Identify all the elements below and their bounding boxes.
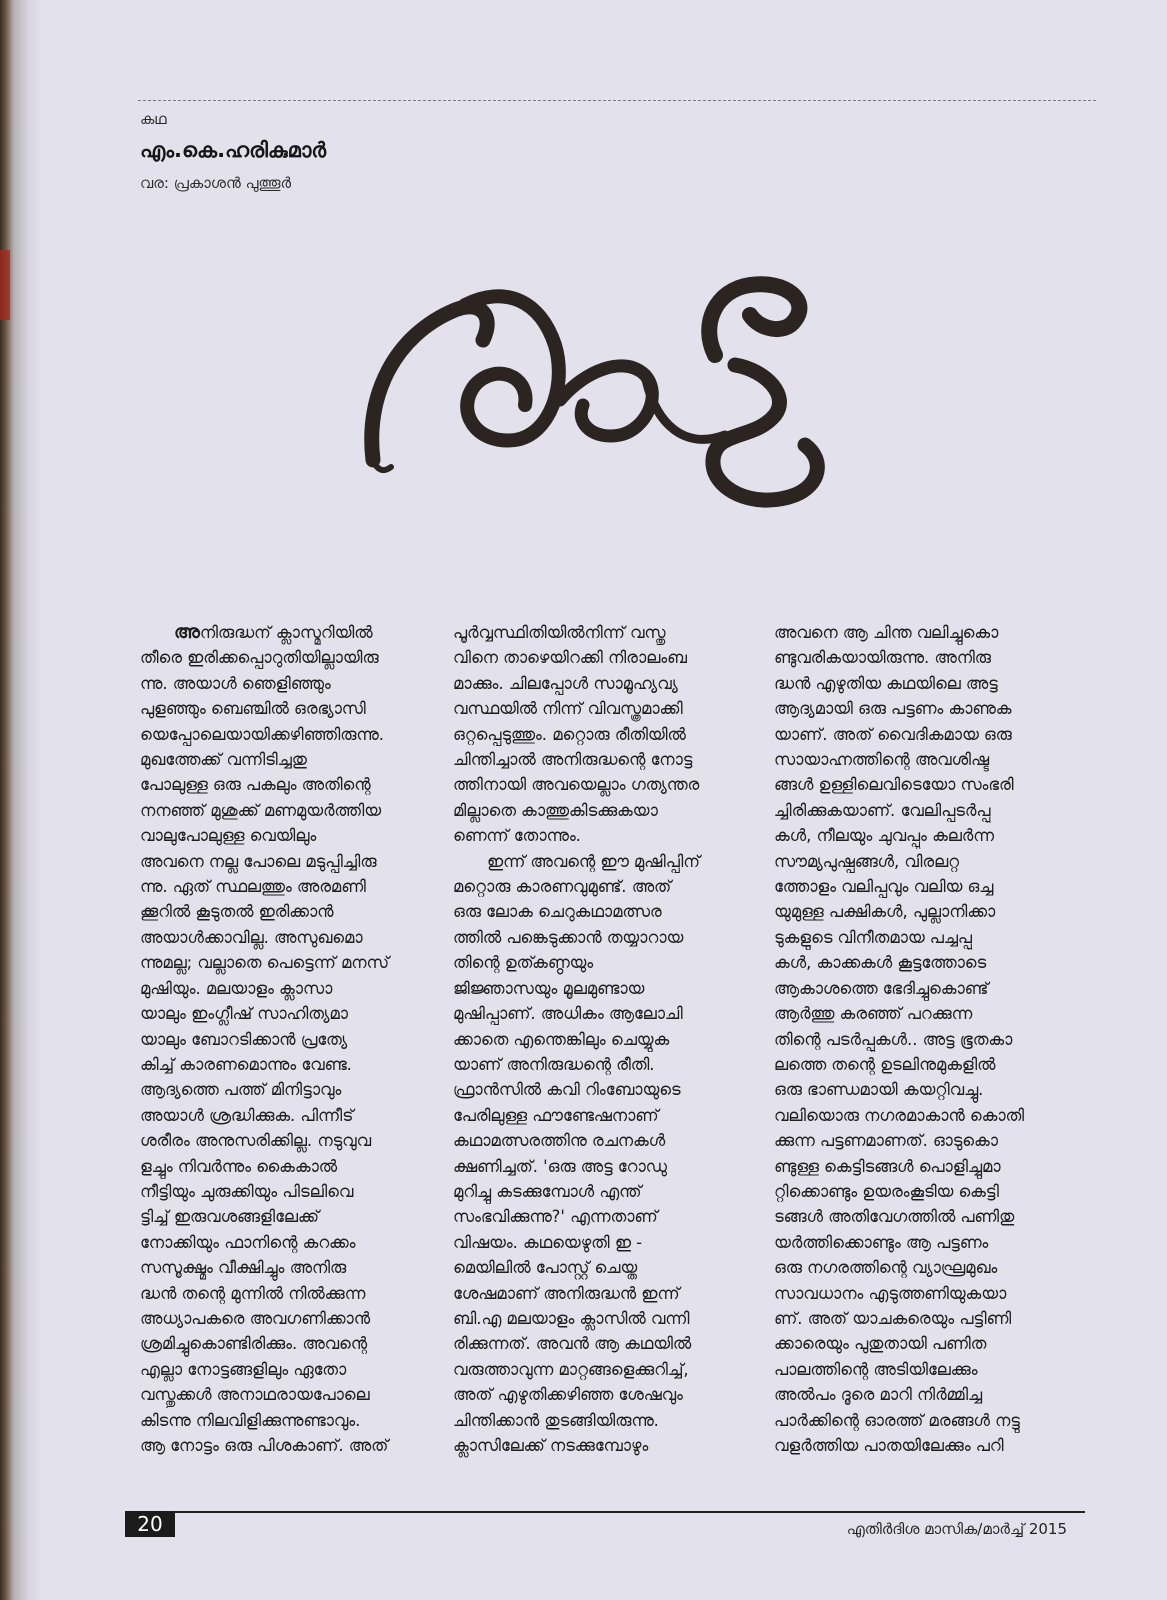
paragraph-line: ഒറ്റപ്പെടുത്തും. മറ്റൊരു രീതിയിൽ <box>453 724 686 744</box>
paragraph-line: ക്കൂറിൽ കൂടുതൽ ഇരിക്കാൻ <box>140 902 334 922</box>
paragraph-line: വരുത്താവുന്ന മാറ്റങ്ങളെക്കുറിച്ച്, <box>453 1359 689 1379</box>
paragraph-line: ബി.എ മലയാളം ക്ലാസിൽ വന്നി <box>453 1308 690 1328</box>
binding-edge-mark <box>0 250 10 320</box>
paragraph-line: അവനെ നല്ല പോലെ മടുപ്പിച്ചിരു <box>140 851 377 871</box>
paragraph-line: യാണ്. അത് വൈദികമായ ഒരു <box>774 724 1012 744</box>
paragraph-line: പാർക്കിന്റെ ഓരത്ത് മരങ്ങൾ നട്ടു <box>774 1410 1020 1430</box>
paragraph-line: റ്റിക്കൊണ്ടും ഉയരംകൂടിയ കെട്ടി <box>774 1181 999 1201</box>
paragraph-line: സസൂക്ഷ്മം വീക്ഷിച്ചും അനിരു <box>140 1258 347 1278</box>
drop-cap: അ <box>174 621 200 643</box>
paragraph-line: ജിജ്ഞാസയും മൂലമുണ്ടായ <box>453 978 645 998</box>
paragraph-line: യെപ്പോലെയായിക്കഴിഞ്ഞിരുന്നു. <box>140 724 384 744</box>
paragraph-line: ശേഷമാണ് അനിരുദ്ധൻ ഇന്ന് <box>453 1283 680 1303</box>
paragraph-line: അയാൾക്കാവില്ല. അസുഖമൊ <box>140 927 363 947</box>
title-calligraphy <box>355 275 835 525</box>
paragraph-line: മുഷിപ്പാണ്. അധികം ആലോചി <box>453 1004 683 1024</box>
paragraph-line: സായാഹ്നത്തിന്റെ അവശിഷ്ട <box>774 750 989 770</box>
paragraph-line: വിനെ താഴെയിറക്കി നിരാലംബ <box>453 648 687 668</box>
paragraph-line: വിഷയം. കഥയെഴുതി ഇ - <box>453 1232 643 1252</box>
paragraph-line: ണ്. അത് യാചകരെയും പട്ടിണി <box>774 1308 1012 1328</box>
paragraph-line: ച്ചിരിക്കുകയാണ്. വേലിപ്പടർപ്പു <box>774 800 991 820</box>
paragraph-line: പുളഞ്ഞും ബെഞ്ചിൽ ഒരഭ്യാസി <box>140 699 366 719</box>
author-name: എം.കെ.ഹരികുമാർ <box>140 138 327 162</box>
paragraph-line: ആ നോട്ടം ഒരു പിശകാണ്. അത് <box>140 1436 389 1455</box>
paragraph-line: ന്നു. ഏത് സ്ഥലത്തും അരമണി <box>140 877 366 897</box>
paragraph-line: ടങ്ങൾ അതിവേഗത്തിൽ പണിതു <box>774 1207 1015 1227</box>
paragraph-line: പേരിലുള്ള ഫൗണ്ടേഷനാണ് <box>453 1105 659 1125</box>
paragraph-line: ഒരു ഭാണ്ഡമായി കയറ്റിവച്ചു. <box>774 1080 984 1100</box>
paragraph-line: ത്തിൽ പങ്കെടുക്കാൻ തയ്യാറായ <box>453 927 684 947</box>
paragraph-line: ചിന്തിക്കാൻ തുടങ്ങിയിരുന്നു. <box>453 1410 659 1430</box>
paragraph-line: ഒരു ലോക ചെറുകഥാമത്സര <box>453 902 662 922</box>
magazine-footer: എതിർദിശ മാസിക/മാർച്ച് 2015 <box>846 1520 1067 1538</box>
paragraph-line: യർത്തിക്കൊണ്ടും ആ പട്ടണം <box>774 1232 989 1252</box>
paragraph-line: ക്കാരെയും പുതുതായി പണിത <box>774 1334 987 1354</box>
paragraph-line: അവനെ ആ ചിന്ത വലിച്ചുകൊ <box>774 623 999 642</box>
paragraph-line: തിന്റെ പടർപ്പുകൾ.. അട്ട ഭൂതകാ <box>774 1029 1013 1049</box>
paragraph-line: മുഷിയും. മലയാളം ക്ലാസാ <box>140 978 333 998</box>
paragraph-line: നീട്ടിയും ചുരുക്കിയും പിടലിവെ <box>140 1181 354 1201</box>
paragraph-line: ണെന്ന് തോന്നും. <box>453 826 581 846</box>
column-3 <box>774 620 1056 1458</box>
paragraph-line: മുഖത്തേക്ക് വന്നിടിച്ചതു <box>140 750 307 770</box>
paragraph-line: ക്ലാസിലേക്ക് നടക്കുമ്പോഴും <box>453 1436 649 1455</box>
paragraph-line: മില്ലാതെ കാത്തുകിടക്കുകയാ <box>453 800 658 820</box>
illustrator-credit: വര: പ്രകാശൻ പുത്തൂർ <box>140 174 292 192</box>
paragraph-line: സൗമ്യപുഷ്പങ്ങൾ, വിരലറ്റ <box>774 851 960 871</box>
paragraph-line: യുമുള്ള പക്ഷികൾ, പുല്ലാനിക്കാ <box>774 902 996 922</box>
paragraph-line: അൽപം ദൂരെ മാറി നിർമ്മിച്ച <box>774 1385 983 1405</box>
paragraph-line <box>140 620 422 645</box>
paragraph-line: അയാൾ ശ്രദ്ധിക്കുക. പിന്നീട് <box>140 1105 354 1125</box>
paragraph-line: ന്നുമല്ല; വല്ലാതെ പെട്ടെന്ന് മനസ് <box>140 953 389 973</box>
paragraph-line: അധ്യാപകരെ അവഗണിക്കാൻ <box>140 1308 370 1328</box>
paragraph-line: പൂർവ്വസ്ഥിതിയിൽനിന്ന് വസ്തു <box>453 623 666 642</box>
paragraph-line: ക്കുന്ന പട്ടണമാണത്. ഓടുകൊ <box>774 1131 998 1151</box>
paragraph-line: ആകാശത്തെ ഭേദിച്ചുകൊണ്ട് <box>774 978 989 998</box>
paragraph-line: നനഞ്ഞ് മുശുക്ക് മണമുയർത്തിയ <box>140 800 382 820</box>
paragraph-line: രിക്കുന്നത്. അവൻ ആ കഥയിൽ <box>453 1334 692 1354</box>
paragraph-line: ണ്ടുവരികയായിരുന്നു. അനിരു <box>774 648 991 668</box>
paragraph-line: പാലത്തിന്റെ അടിയിലേക്കും <box>774 1359 978 1379</box>
column-2 <box>453 620 735 1458</box>
paragraph-line: കിടന്നു നിലവിളിക്കുന്നുണ്ടാവും. <box>140 1410 361 1430</box>
paragraph-line: ലത്തെ തന്റെ ഉടലിനുമുകളിൽ <box>774 1054 996 1074</box>
paragraph-line: ഒരു നഗരത്തിന്റെ വ്യാഘ്രമുഖം <box>774 1258 998 1278</box>
paragraph-line: എല്ലാ നോട്ടങ്ങളിലും ഏതോ <box>140 1359 347 1379</box>
paragraph-line: ദ്ധൻ എഴുതിയ കഥയിലെ അട്ട <box>774 673 998 693</box>
paragraph-line: കിച്ച് കാരണമൊന്നും വേണ്ട. <box>140 1054 352 1074</box>
paragraph-line: കൾ, കാക്കകൾ കൂട്ടത്തോടെ <box>774 953 987 973</box>
paragraph-line: മെയിലിൽ പോസ്റ്റ് ചെയ്ത <box>453 1258 638 1278</box>
paragraph-line: ശരീരം അനുസരിക്കില്ല. നടുവുവ <box>140 1131 371 1151</box>
section-label: കഥ <box>140 110 167 128</box>
paragraph-line: കഥാമത്സരത്തിനു രചനകൾ <box>453 1131 666 1151</box>
paragraph-line: വാലുപോലുള്ള വെയിലും <box>140 826 317 846</box>
paragraph-line: സംഭവിക്കുന്നു?' എന്നതാണ് <box>453 1207 658 1227</box>
paragraph-line: ആദ്യമായി ഒരു പട്ടണം കാണുക <box>774 699 1012 719</box>
paragraph-line: സാവധാനം എടുത്തണിയുകയാ <box>774 1283 1007 1303</box>
paragraph-line: ത്തോളം വലിപ്പവും വലിയ ഒച്ച <box>774 877 994 897</box>
paragraph-line: വസ്ഥയിൽ നിന്ന് വിവസ്ത്രമാക്കി <box>453 699 683 719</box>
paragraph-line: ആദ്യത്തെ പത്ത് മിനിട്ടാവും <box>140 1080 342 1100</box>
paragraph-line: തീരെ ഇരിക്കപ്പൊറുതിയില്ലായിരു <box>140 648 379 668</box>
paragraph-line: അത് എഴുതിക്കഴിഞ്ഞ ശേഷവും <box>453 1385 683 1405</box>
paragraph-line: വളർത്തിയ പാതയിലേക്കും പറി <box>774 1436 1004 1455</box>
paragraph-line: ഇന്ന് അവന്റെ ഈ മുഷിപ്പിന് <box>487 851 700 871</box>
paragraph-line: വലിയൊരു നഗരമാകാൻ കൊതി <box>774 1105 1025 1125</box>
paragraph-line: ശ്രമിച്ചുകൊണ്ടിരിക്കും. അവന്റെ <box>140 1334 368 1354</box>
paragraph-line: ചിന്തിച്ചാൽ അനിരുദ്ധന്റെ നോട്ട <box>453 750 693 770</box>
paragraph-line: ങ്ങൾ ഉള്ളിലെവിടെയോ സംഭരി <box>774 775 1014 795</box>
paragraph-line: ത്തിനായി അവയെല്ലാം ഗത്യന്തര <box>453 775 700 795</box>
first-line-rest: നിരുദ്ധന് ക്ലാസ്മുറിയിൽ <box>199 623 373 642</box>
paragraph-line: ളച്ചും നിവർന്നും കൈകാൽ <box>140 1156 338 1176</box>
paragraph-line: നോക്കിയും ഫാനിന്റെ കറക്കം <box>140 1232 356 1252</box>
paragraph-line: ടുകളുടെ വിനീതമായ പച്ചപ്പു <box>774 927 972 947</box>
paragraph-line: വസ്തുക്കൾ അനാഥരായപോലെ <box>140 1385 370 1405</box>
article-body <box>140 620 1085 1480</box>
binding-shadow <box>0 0 42 1600</box>
footer-rule <box>125 1511 1085 1513</box>
paragraph-line: മാക്കും. ചിലപ്പോൾ സാമൂഹ്യവ്യ <box>453 673 678 693</box>
paragraph-line: ന്നു. അയാൾ ഞെളിഞ്ഞും <box>140 673 331 693</box>
paragraph-line: യാലും ബോറടിക്കാൻ പ്രത്യേ <box>140 1029 348 1049</box>
paragraph-line: ക്ഷണിച്ചത്. 'ഒരു അട്ട റോഡു <box>453 1156 667 1176</box>
paragraph-line: ട്ടിച്ച് ഇരുവശങ്ങളിലേക്ക് <box>140 1207 319 1227</box>
page-number: 20 <box>125 1511 175 1537</box>
column-1 <box>140 620 422 1458</box>
paragraph-line: പോലുള്ള ഒരു പകലും അതിന്റെ <box>140 775 371 795</box>
paragraph-line: മുറിച്ചു കടക്കുമ്പോൾ എന്ത് <box>453 1181 642 1201</box>
paragraph-line: കൾ, നീലയും ചുവപ്പും കലർന്ന <box>774 826 994 846</box>
paragraph-line: യാലും ഇംഗ്ലീഷ് സാഹിത്യമാ <box>140 1004 348 1024</box>
paragraph-line: ദ്ധൻ തന്റെ മുന്നിൽ നിൽക്കുന്ന <box>140 1283 366 1303</box>
paragraph-line: ഫ്രാൻസിൽ കവി റിംബോയുടെ <box>453 1080 681 1100</box>
paragraph-line: മറ്റൊരു കാരണവുമുണ്ട്. അത് <box>453 877 672 897</box>
paragraph-line: ക്കാതെ എന്തെങ്കിലും ചെയ്യുക <box>453 1029 670 1049</box>
paragraph-line: തിന്റെ ഉത്കണ്ഠയും <box>453 953 594 973</box>
paragraph-line: യാണ് അനിരുദ്ധന്റെ രീതി. <box>453 1054 655 1074</box>
paragraph-line: ണ്ടുള്ള കെട്ടിടങ്ങൾ പൊളിച്ചുമാ <box>774 1156 1001 1176</box>
header-rule <box>138 100 1096 101</box>
paragraph-line: ആർത്തു കരഞ്ഞ് പറക്കുന്ന <box>774 1004 973 1024</box>
